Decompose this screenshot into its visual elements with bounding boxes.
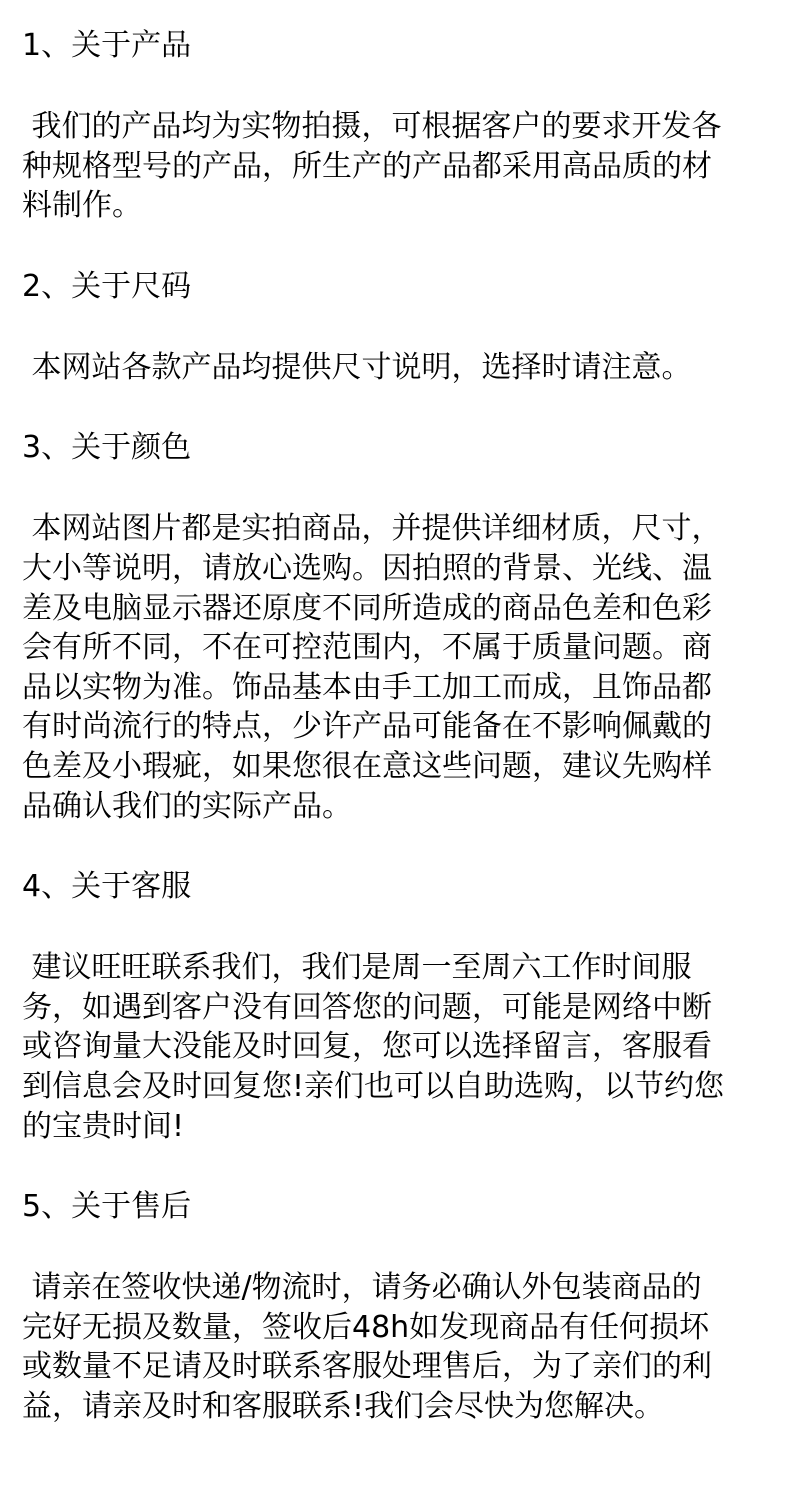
section-heading: 5、关于售后	[22, 1189, 192, 1225]
section-product	[22, 26, 768, 267]
section-heading: 2、关于尺码	[22, 268, 192, 304]
section-heading: 4、关于客服	[22, 869, 192, 905]
section-body: 建议旺旺联系我们，我们是周一至周六工作时间服 务，如遇到客户没有回答您的问题，可能是网络中断 或咨询量大没能及时回复，您可以选择留言，客服看 到信息会及时回复您!亲们也可以自助选购，以节约您 的宝贵时间!	[22, 950, 725, 1144]
section-size	[22, 267, 768, 429]
section-body: 我们的产品均为实物拍摄，可根据客户的要求开发各 种规格型号的产品，所生产的产品都采用高品质的材 料制作。	[22, 109, 722, 224]
section-customer-service	[22, 867, 768, 1187]
section-heading: 1、关于产品	[22, 28, 192, 63]
section-body: 本网站图片都是实拍商品，并提供详细材质，尺寸， 大小等说明，请放心选购。因拍照的背景、光线、温 差及电脑显示器还原度不同所造成的商品色差和色彩 会有所不同，不在可控范围内，不属于质量问题。商 品以实物为准。饰品基本由手工加工而成，且饰品都 有时尚流行的特点，少许产品可能备在不影响佩戴的 色差及小瑕疵，如果您很在意这些问题，建议先购样 品确认我们的实际产品。	[22, 511, 722, 824]
section-after-sales	[22, 1187, 768, 1426]
section-body: 请亲在签收快递/物流时，请务必确认外包装商品的 完好无损及数量，签收后48h如发现商品有任何损坏 或数量不足请及时联系客服处理售后，为了亲们的利 益，请亲及时和客服联系!我们会尽快为您解决。	[22, 1270, 712, 1424]
section-heading: 3、关于颜色	[22, 430, 192, 466]
section-body: 本网站各款产品均提供尺寸说明，选择时请注意。	[22, 349, 692, 385]
section-color	[22, 428, 768, 867]
